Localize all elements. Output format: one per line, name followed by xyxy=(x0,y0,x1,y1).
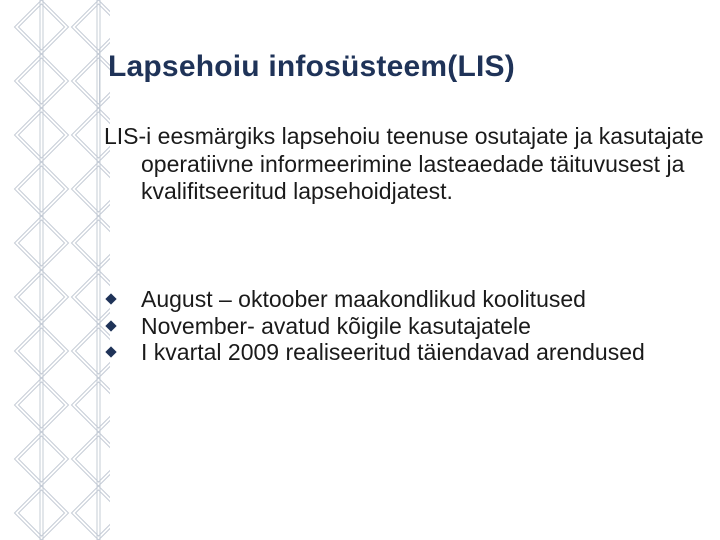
bullet-text: November- avatud kõigile kasutajatele xyxy=(141,312,531,339)
diamond-bullet-icon xyxy=(105,320,116,331)
title-divider xyxy=(99,50,100,112)
bullet-list xyxy=(104,286,704,366)
bullet-item xyxy=(104,313,704,340)
bullet-item xyxy=(104,286,704,313)
intro-paragraph: LIS-i eesmärgiks lapsehoiu teenuse osutajate ja kasutajate operatiivne informeerimine lasteaedade täituvusest ja kvalifitseeritud lapsehoidjatest. xyxy=(104,123,704,204)
diamond-lattice-pattern xyxy=(0,0,110,540)
bullet-item xyxy=(104,339,704,366)
bullet-text: August – oktoober maakondlikud koolitused xyxy=(141,286,586,312)
diamond-bullet-icon xyxy=(105,293,116,304)
slide-title: Lapsehoiu infosüsteem(LIS) xyxy=(108,50,515,83)
diamond-bullet-icon xyxy=(105,346,116,357)
bullet-text: I kvartal 2009 realiseeritud täiendavad arendused xyxy=(141,339,645,365)
